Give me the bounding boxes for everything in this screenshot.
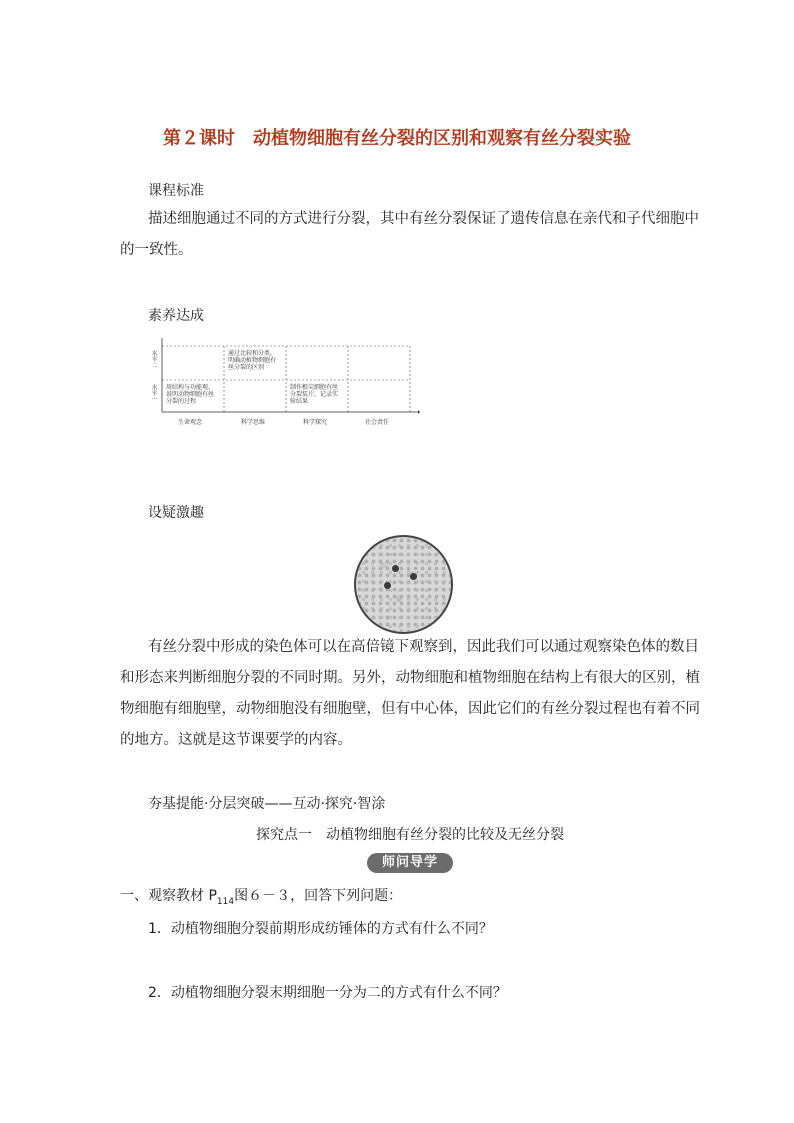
category-social-responsibility: 社会责任 [365, 419, 390, 426]
level-1-label: 水平一 [150, 384, 157, 402]
section-subheading: 探究点一 动植物细胞有丝分裂的比较及无丝分裂 [256, 827, 564, 843]
cell-science-thinking-level2 [228, 350, 286, 371]
badge-label: 师问导学 [381, 855, 438, 870]
nucleus-mark [392, 565, 399, 572]
teacher-guide-badge [367, 853, 453, 873]
question-1: 1．动植物细胞分裂前期形成纺锤体的方式有什么不同？ [148, 921, 493, 937]
curriculum-line-1: 描述细胞通过不同的方式进行分裂，其中有丝分裂保证了遗传信息在亲代和子代细胞中 [148, 211, 699, 227]
nucleus-mark [410, 573, 417, 580]
curriculum-heading: 课程标准 [148, 183, 204, 199]
cell-line: 用结构与功能观， [166, 384, 215, 391]
curriculum-line-2: 的一致性。 [120, 242, 193, 258]
doubt-line-3: 物细胞有细胞壁，动物细胞没有细胞壁，但有中心体，因此它们的有丝分裂过程也有着不同 [120, 701, 700, 717]
section-heading: 夯基提能·分层突破——互动·探究·智涂 [148, 796, 386, 812]
question-2: 2．动植物细胞分裂末期细胞一分为二的方式有什么不同？ [148, 985, 507, 1001]
literacy-heading: 素养达成 [148, 308, 204, 324]
instruction-prefix: 一、观察教材 P [120, 888, 217, 904]
cell-line: 验结果 [290, 398, 309, 405]
nucleus-mark [384, 582, 391, 589]
cell-line: 分裂装片，记录实 [290, 391, 339, 398]
instruction-line [120, 885, 402, 907]
cell-science-inquiry-level1 [290, 384, 348, 405]
level-2-label: 水平二 [150, 350, 157, 368]
instruction-suffix: 图６－３，回答下列问题： [234, 888, 403, 904]
cell-line: 说明动物细胞有丝 [166, 391, 215, 398]
cell-line: 分裂的过程 [166, 398, 197, 405]
cell-line: 丝分裂的区别 [228, 364, 265, 371]
category-life-concept: 生命观念 [178, 419, 203, 426]
doubt-line-2: 和形态来判断细胞分裂的不同时期。另外，动物细胞和植物细胞在结构上有很大的区别，植 [120, 670, 700, 686]
category-science-thinking: 科学思维 [241, 419, 266, 426]
cell-line: 通过比较和分类， [228, 350, 277, 357]
instruction-page: 114 [216, 896, 235, 907]
cell-line: 制作根尖细胞有丝 [290, 384, 339, 391]
cell-life-concept-level1 [166, 384, 224, 405]
microscope-image [354, 535, 453, 634]
category-science-inquiry: 科学探究 [303, 419, 328, 426]
page-title: 第２课时 动植物细胞有丝分裂的区别和观察有丝分裂实验 [163, 128, 631, 149]
cell-texture [356, 537, 451, 632]
doubt-line-1: 有丝分裂中形成的染色体可以在高倍镜下观察到，因此我们可以通过观察染色体的数目 [148, 639, 699, 655]
cell-line: 明确动植物细胞有 [228, 357, 277, 364]
doubt-line-4: 的地方。这就是这节课要学的内容。 [120, 732, 352, 748]
doubt-heading: 设疑激趣 [148, 505, 204, 521]
literacy-diagram [148, 336, 420, 428]
